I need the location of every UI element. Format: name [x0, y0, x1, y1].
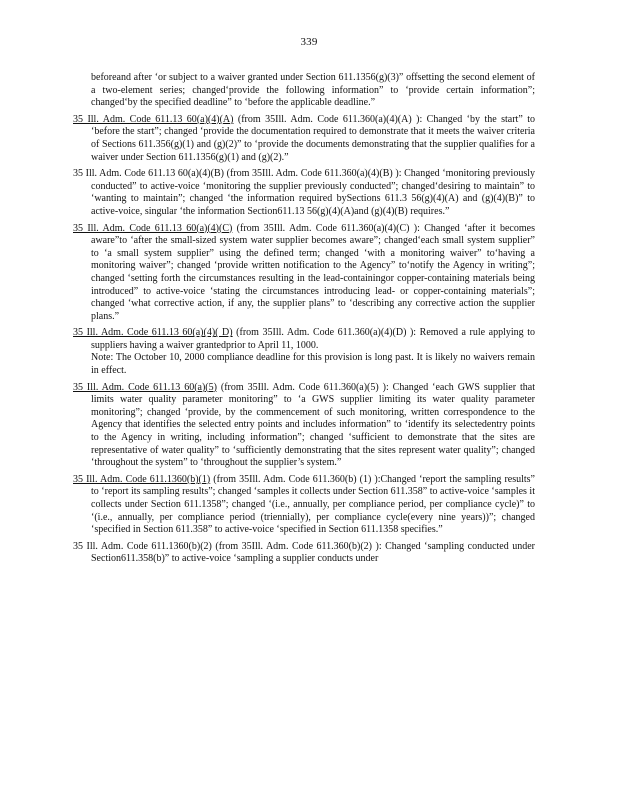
list-item [73, 474, 535, 537]
citation: 35 Ill. Adm. Code 611.13 60(a)(5) [73, 381, 217, 393]
list-item [73, 114, 535, 164]
entry-text: (from 35Ill. Adm. Code 611.360(a)(4)(C) ): Changed ‘after it becomes aware”to ‘after the small-sized system water supplier becomes aware”; changed‘each small system supplier” to ‘a small system supplier” using the defined term; changed ‘with a monitoring waiver” to‘having a monitoring waiver”; changed ‘provide written notification to the Agency” to‘notify the Agency in writing”; changed ‘setting forth the circumstances resulting in the lead-containingor copper-containing materials being introduced” to active-voice ‘stating the circumstances introducing lead- or copper-containing materials”; changed ‘what corrective action, if any, the supplier plans” to ‘describing any corrective action the supplier plans.” [91, 222, 535, 322]
entry-note: Note: The October 10, 2000 compliance deadline for this provision is long past. It is likely no waivers remain in effect. [91, 352, 535, 377]
list-item [73, 327, 535, 377]
list-item [73, 541, 535, 566]
entry-text: (from 35Ill. Adm. Code 611.360(b) (1) ):Changed ‘report the sampling results” to ‘report its sampling results”; changed ‘samples it collects under Section 611.358” to active-voice ‘samples it collects under Section 611.1358”; changed ‘(i.e., annually, per compliance period, per compliance cycle)” to ‘(i.e., annually, per compliance period (triennially), per compliance cycle(every nine years))”; changed ‘specified in Section 611.358” to active-voice ‘specified in Section 611.1358 specifies.” [91, 473, 535, 536]
list-item [73, 223, 535, 324]
citation: 35 Ill. Adm. Code 611.13 60(a)(4)(C) [73, 222, 233, 234]
citation: 35 Ill. Adm. Code 611.1360(b)(1) [73, 473, 211, 485]
list-item [73, 72, 535, 110]
entry-text: beforeand after ‘or subject to a waiver granted under Section 611.1356(g)(3)” offsetting the second element of a two-element series; changed‘provide the following information” to ‘provide certain information”; changed‘by the specified deadline” to ‘before the applicable deadline.” [91, 72, 535, 109]
entry-text: (from 35Ill. Adm. Code 611.360(a)(5) ): Changed ‘each GWS supplier that limits water quality parameter monitoring” to ‘a GWS supplier limiting its water quality parameter monitoring”; changed ‘provide, by the commencement of such monitoring, written correspondence to the Agency that identifies the selected entry points and includes information” to ‘identify its selectedentry points to the Agency in writing, including information”; changed ‘sufficient to demonstrate that the sites are representative of water quality” to ‘sufficiently demonstrating that the sites represent water quality”; changed ‘throughout the system” to ‘throughout the supplier’s system.” [91, 381, 535, 469]
list-item [73, 168, 535, 218]
page-body [73, 72, 535, 570]
entry-text: (from 35Ill. Adm. Code 611.360(a)(4)(A) ): Changed ‘by the start” to ‘before the start”; changed ‘provide the documentation required to demonstrate that it meets the waiver criteria of Sections 611.356(g)(1) and (g)(2)” to ‘provide the documents demonstrating that the supplier qualifies for a waiver under Section 611.1356(g)(1) and (g)(2).” [91, 113, 535, 163]
entry-text: (from 35Ill. Adm. Code 611.360(a)(4)(D) ): Removed a rule applying to suppliers having a waiver grantedprior to April 11, 1000. [91, 327, 535, 351]
entry-text: 35 Ill. Adm. Code 611.1360(b)(2) (from 35Ill. Adm. Code 611.360(b)(2) ): Changed ‘sampling conducted under Section611.358(b)” to active-voice ‘sampling a supplier conducts under [73, 540, 535, 565]
page-number: 339 [300, 36, 318, 48]
entry-text: 35 Ill. Adm. Code 611.13 60(a)(4)(B) (from 35Ill. Adm. Code 611.360(a)(4)(B) ): Changed ‘monitoring previously conducted” to active-voice ‘monitoring the supplier previously conducted”; changed‘desiring to maintain” to ‘wanting to maintain”; changed ‘the information required bySections 611.3 56(g)(4)(A) and (g)(4)(B)” to active-voice, singular ‘the information Section611.13 56(g)(4)(A)and (g)(4)(B) requires.” [73, 168, 535, 217]
citation: 35 Ill. Adm. Code 611.13 60(a)(4)(A) [73, 113, 234, 125]
list-item [73, 382, 535, 470]
citation: 35 Ill. Adm. Code 611.13 60(a)(4)( D) [73, 327, 233, 339]
